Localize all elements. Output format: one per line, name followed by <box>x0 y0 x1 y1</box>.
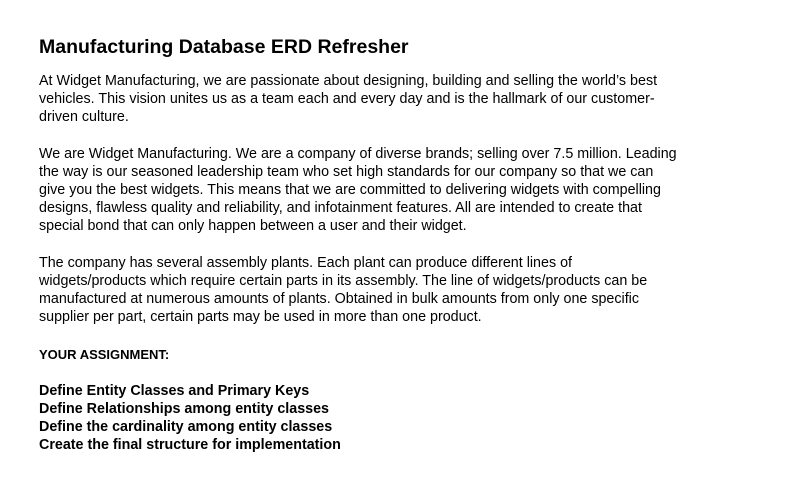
paragraph-line: special bond that can only happen between a user and their widget. <box>39 218 467 234</box>
assignment-heading: YOUR ASSIGNMENT: <box>39 347 170 362</box>
paragraph-line: designs, flawless quality and reliability, and infotainment features. All are intended to create that <box>39 200 642 216</box>
task-item: Define the cardinality among entity classes <box>39 419 333 435</box>
task-item: Define Entity Classes and Primary Keys <box>39 383 310 399</box>
paragraph-line: give you the best widgets. This means that we are committed to delivering widgets with compelling <box>39 182 661 198</box>
paragraph-line: The company has several assembly plants. Each plant can produce different lines of <box>39 255 572 271</box>
paragraph-line: the way is our seasoned leadership team who set high standards for our company so that we can <box>39 164 654 180</box>
paragraph-line: vehicles. This vision unites us as a team each and every day and is the hallmark of our customer- <box>39 91 655 107</box>
paragraph-line: At Widget Manufacturing, we are passionate about designing, building and selling the world’s best <box>39 73 658 89</box>
paragraph-line: We are Widget Manufacturing. We are a company of diverse brands; selling over 7.5 million. Leading <box>39 146 677 162</box>
paragraph-line: widgets/products which require certain parts in its assembly. The line of widgets/products can be <box>39 273 648 289</box>
paragraph-line: manufactured at numerous amounts of plants. Obtained in bulk amounts from only one specific <box>39 291 640 307</box>
document-title: Manufacturing Database ERD Refresher <box>39 36 409 58</box>
paragraph-line: supplier per part, certain parts may be used in more than one product. <box>39 309 482 325</box>
task-item: Define Relationships among entity classes <box>39 401 329 417</box>
paragraph-line: driven culture. <box>39 109 129 125</box>
task-item: Create the final structure for implementation <box>39 437 341 453</box>
